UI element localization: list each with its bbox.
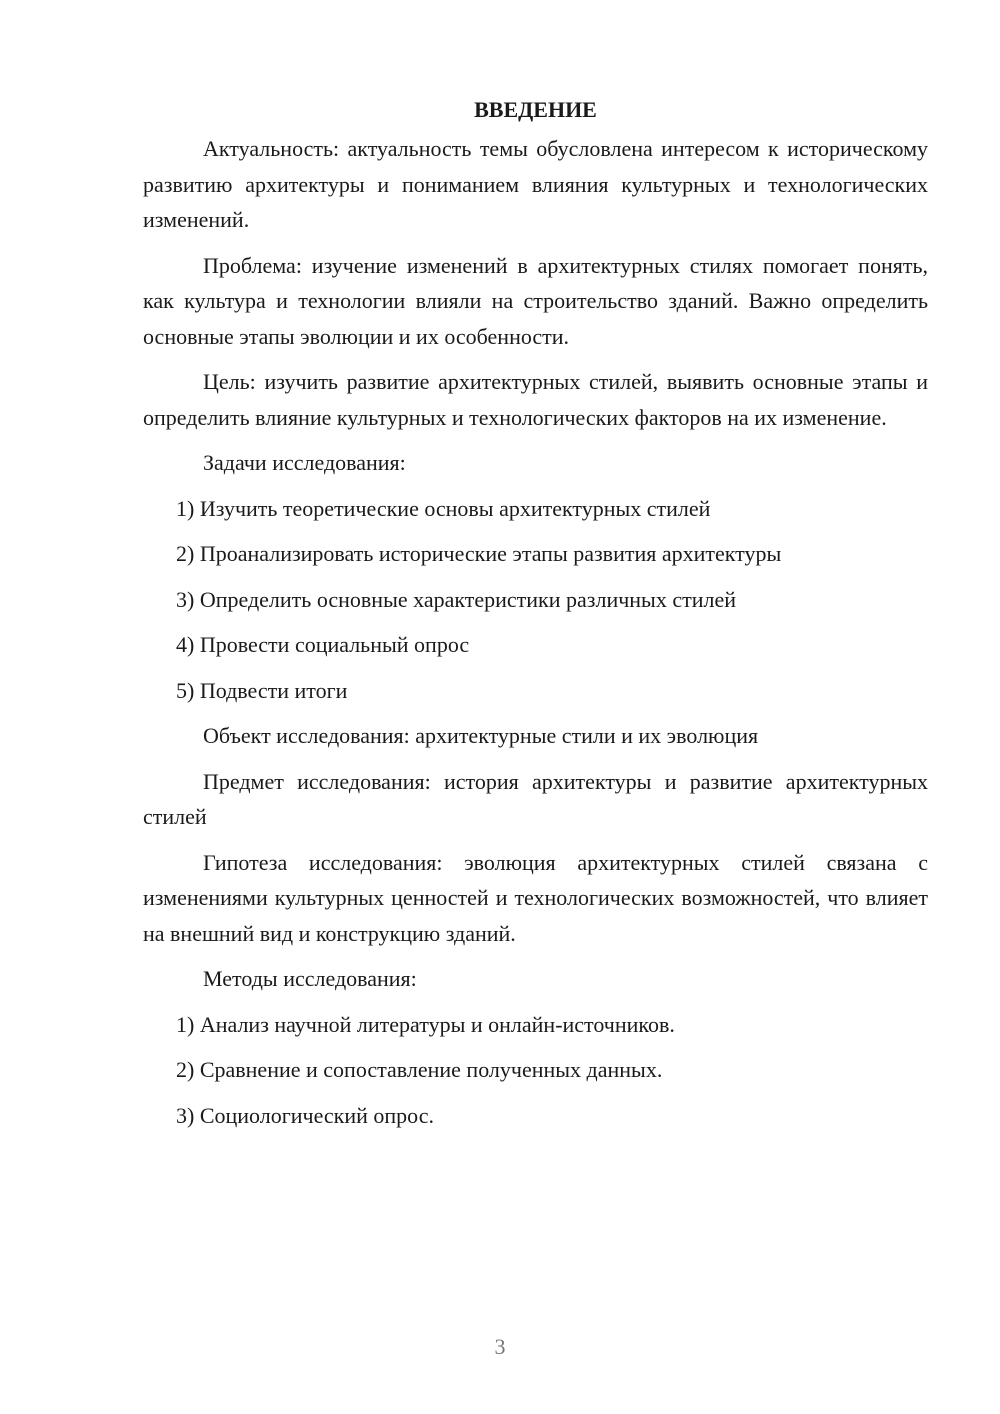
problem-paragraph: Проблема: изучение изменений в архитектурных стилях помогает понять, как культура и технологии влияли на строительство зданий. Важно определить основные этапы эволюции и их особенности. [143,252,928,349]
page-number: 3 [494,1334,506,1359]
method-item: 2) Сравнение и сопоставление полученных данных. [176,1057,663,1082]
methods-heading: Методы исследования: [203,966,417,991]
hypothesis-paragraph: Гипотеза исследования: эволюция архитектурных стилей связана с изменениями культурных ценностей и технологических возможностей, что влияет на внешний вид и конструкцию зданий. [143,849,928,946]
tasks-heading: Задачи исследования: [203,450,406,475]
actuality-paragraph: Актуальность: актуальность темы обусловлена интересом к историческому развитию архитектуры и пониманием влияния культурных и технологических изменений. [143,136,928,232]
goal-paragraph: Цель: изучить развитие архитектурных стилей, выявить основные этапы и определить влияние культурных и технологических факторов на их изменение. [143,369,928,430]
task-item: 2) Проанализировать исторические этапы развития архитектуры [176,541,782,566]
task-item: 3) Определить основные характеристики различных стилей [176,586,737,612]
method-item: 1) Анализ научной литературы и онлайн-источников. [176,1011,675,1037]
page-title: ВВЕДЕНИЕ [474,97,597,122]
method-item: 3) Социологический опрос. [176,1102,434,1128]
task-item: 4) Провести социальный опрос [176,632,470,657]
document-page [143,95,928,1143]
task-item: 5) Подвести итоги [176,677,348,703]
task-item: 1) Изучить теоретические основы архитектурных стилей [176,495,711,521]
subject-paragraph: Предмет исследования: история архитектуры и развитие архитектурных стилей [143,768,928,829]
object-paragraph: Объект исследования: архитектурные стили и их эволюция [203,723,759,748]
